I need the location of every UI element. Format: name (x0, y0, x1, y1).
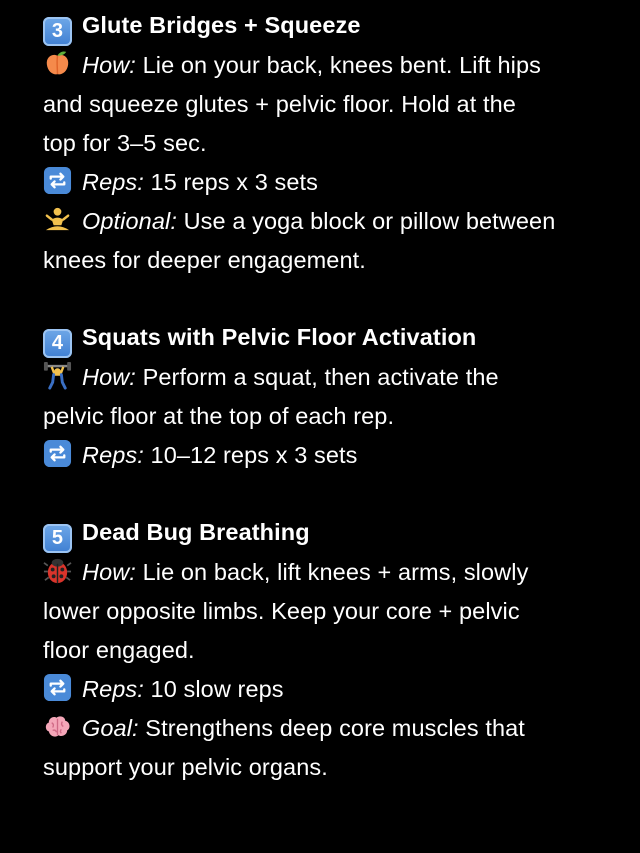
how-text: Perform a squat, then activate the (135, 364, 499, 390)
reps-line (43, 670, 623, 709)
section-title: Dead Bug Breathing (82, 519, 310, 545)
how-line (43, 46, 623, 85)
section-heading (43, 318, 623, 358)
how-text: Lie on back, lift knees + arms, slowly (135, 559, 529, 585)
repeat-icon (43, 166, 72, 195)
how-text-cont: top for 3–5 sec. (43, 130, 207, 156)
optional-line (43, 202, 623, 241)
repeat-icon (43, 673, 72, 702)
optional-text: Use a yoga block or pillow between (176, 208, 556, 234)
optional-text-cont: knees for deeper engagement. (43, 247, 366, 273)
how-text: Lie on your back, knees bent. Lift hips (135, 52, 542, 78)
section-heading (43, 6, 623, 46)
goal-line (43, 709, 623, 748)
section-heading (43, 513, 623, 553)
how-line (43, 553, 623, 592)
how-label: How: (82, 52, 136, 78)
weightlifter-icon (43, 361, 72, 390)
section-title: Squats with Pelvic Floor Activation (82, 324, 477, 350)
how-label: How: (82, 559, 136, 585)
exercise-section-3 (43, 6, 623, 280)
how-text-cont: and squeeze glutes + pelvic floor. Hold at the (43, 91, 516, 117)
reps-label: Reps: (82, 442, 144, 468)
goal-text: Strengthens deep core muscles that (138, 715, 525, 741)
exercise-list (43, 6, 623, 787)
how-line (43, 358, 623, 397)
reps-text: 10–12 reps x 3 sets (143, 442, 358, 468)
optional-label: Optional: (82, 208, 177, 234)
peach-icon (43, 49, 72, 78)
keycap-number-icon: 4 (43, 329, 72, 358)
reps-line (43, 163, 623, 202)
reps-text: 15 reps x 3 sets (143, 169, 319, 195)
reps-line (43, 436, 623, 475)
reps-text: 10 slow reps (143, 676, 284, 702)
keycap-number-icon: 5 (43, 524, 72, 553)
ladybug-icon (43, 556, 72, 585)
exercise-section-5 (43, 513, 623, 787)
how-label: How: (82, 364, 136, 390)
goal-label: Goal: (82, 715, 139, 741)
how-text-cont: pelvic floor at the top of each rep. (43, 403, 395, 429)
goal-text-cont: support your pelvic organs. (43, 754, 328, 780)
keycap-number-icon: 3 (43, 17, 72, 46)
brain-icon (43, 712, 72, 741)
section-title: Glute Bridges + Squeeze (82, 12, 361, 38)
exercise-section-4 (43, 318, 623, 475)
how-text-cont: lower opposite limbs. Keep your core + pelvic (43, 598, 520, 624)
yoga-person-icon (43, 205, 72, 234)
how-text-cont: floor engaged. (43, 637, 195, 663)
repeat-icon (43, 439, 72, 468)
reps-label: Reps: (82, 676, 144, 702)
reps-label: Reps: (82, 169, 144, 195)
